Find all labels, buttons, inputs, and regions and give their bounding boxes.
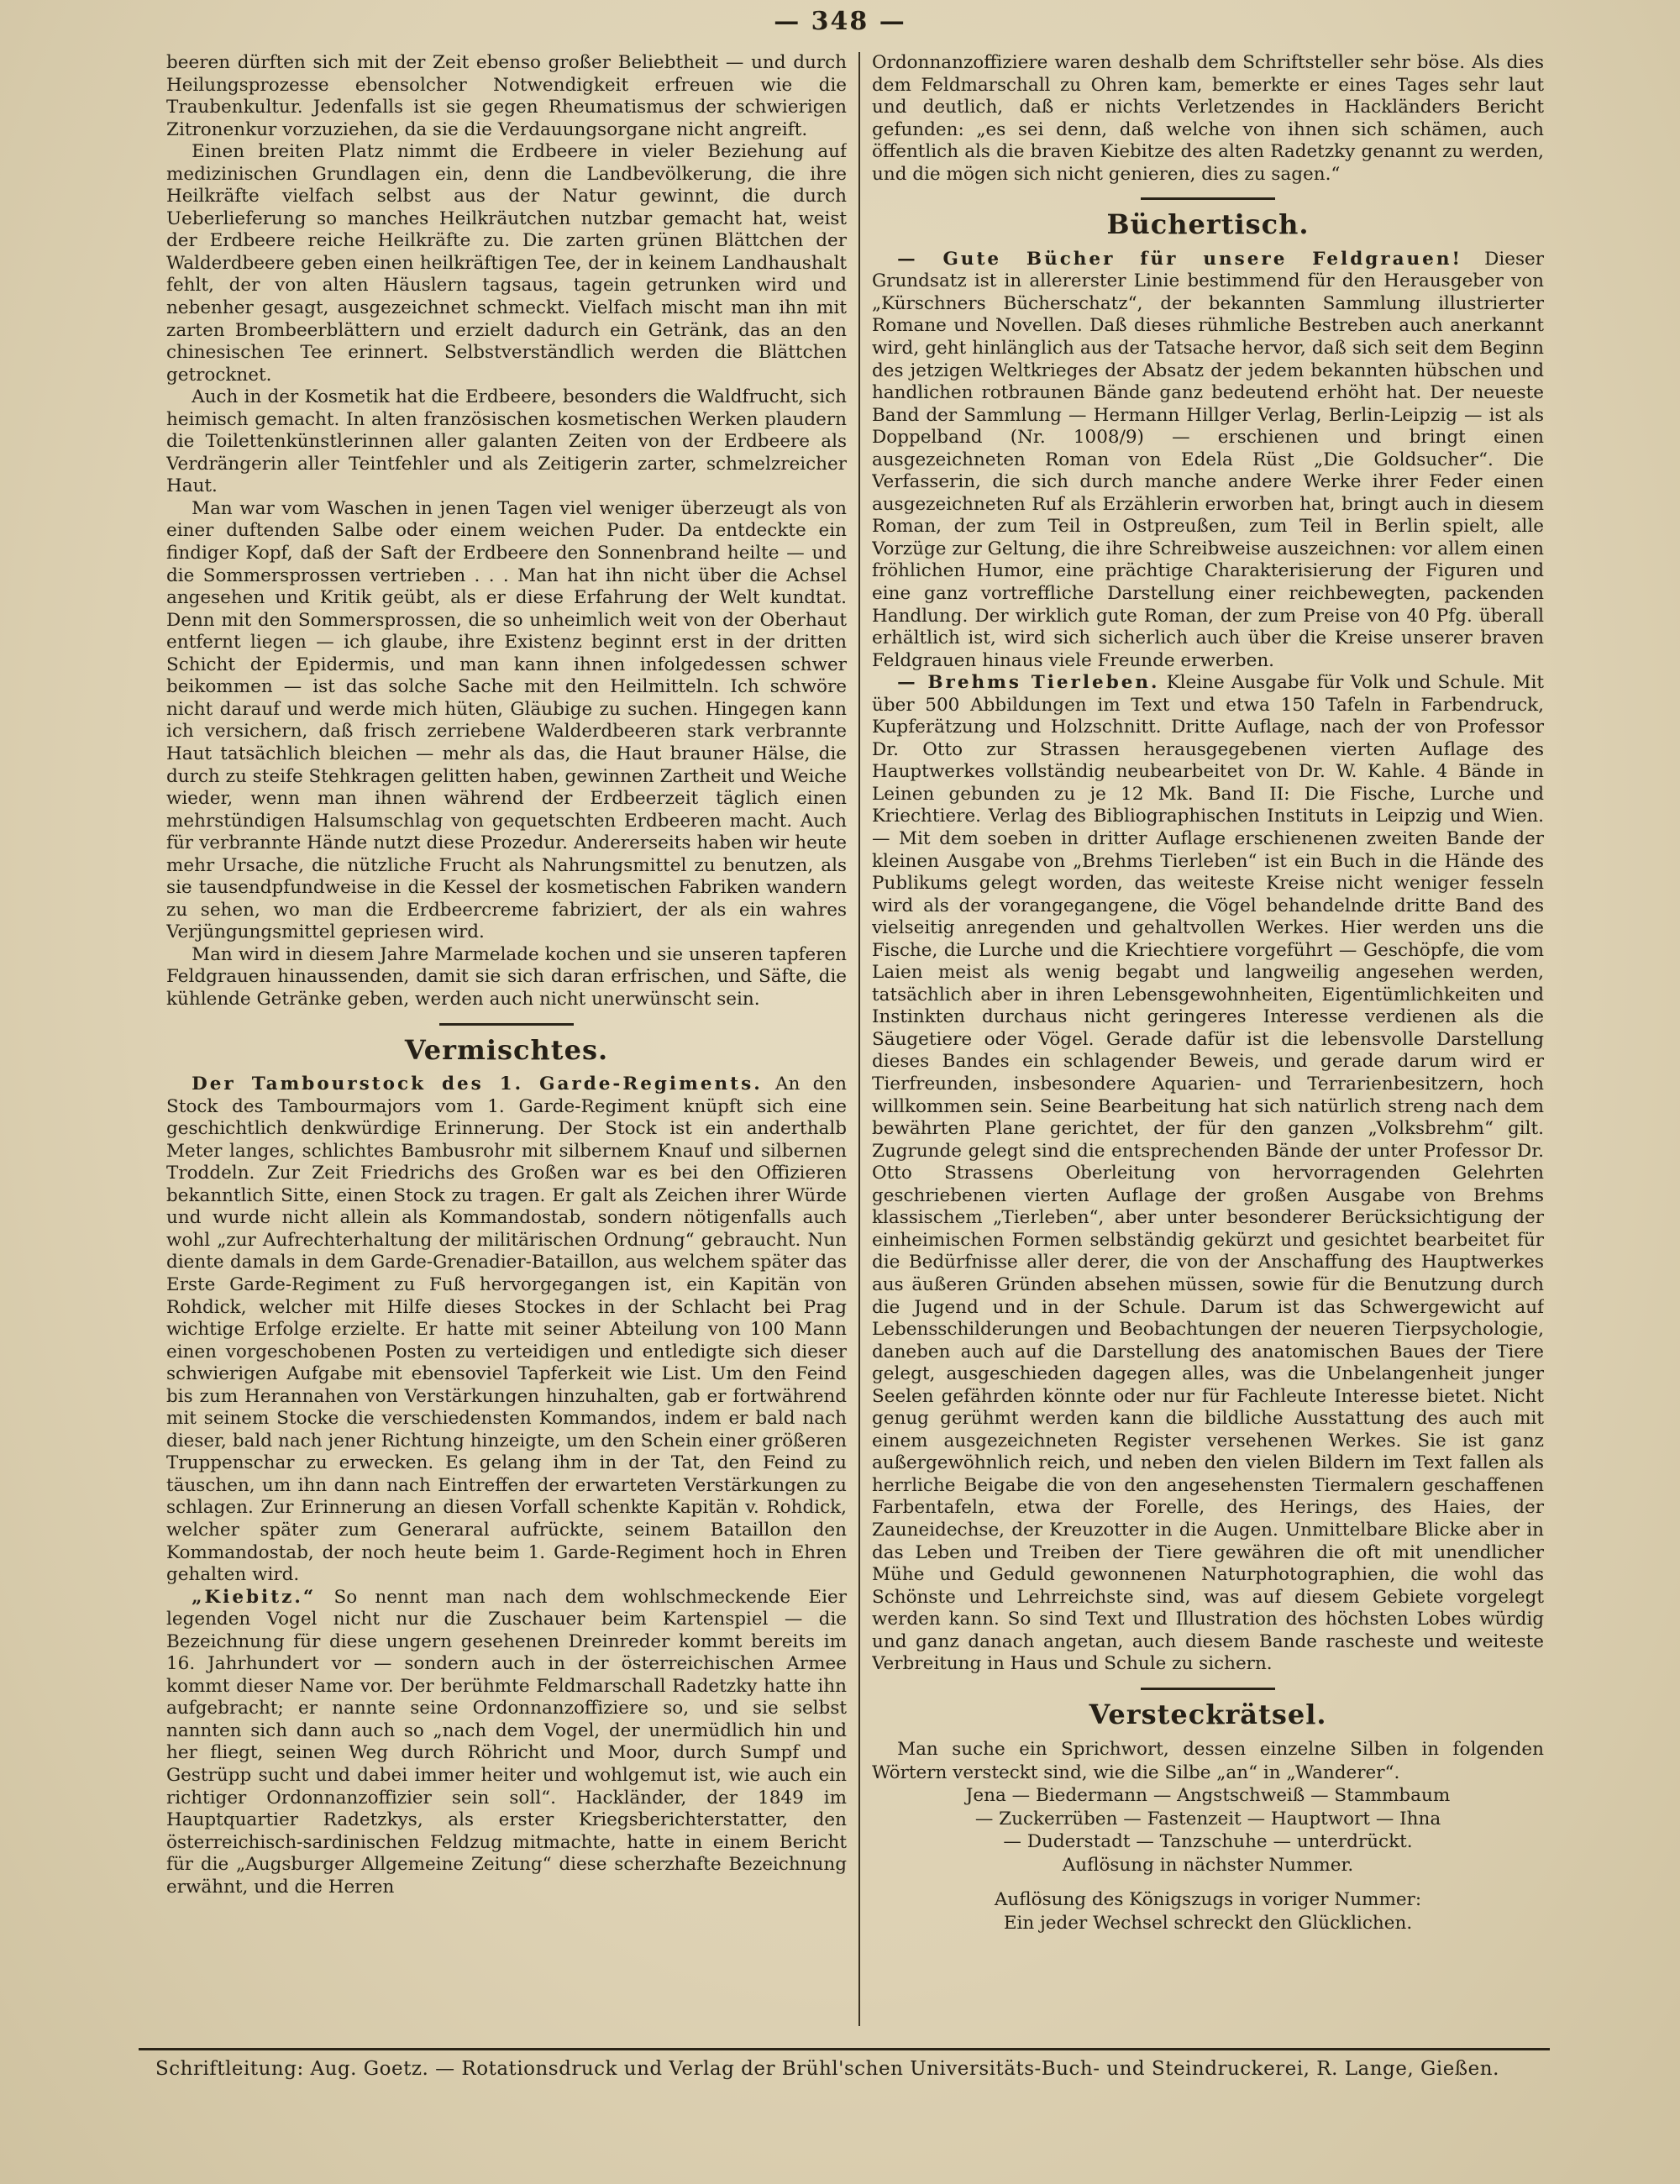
footer-divider — [139, 2048, 1550, 2050]
article-body: An den Stock des Tambourmajors vom 1. Garde-Regiment knüpft sich eine geschichtlich denkwürdige Erinnerung. Der Stock ist ein anderthalb Meter langes, schlichtes Bambusrohr mit silbernem Knauf und silbernen Troddeln. Zur Zeit Friedrichs des Großen war es bei den Offizieren bekanntlich Sitte, einen Stock zu tragen. Er galt als Zeichen ihrer Würde und wurde nicht allein als Kommandostab, sondern nötigenfalls auch wohl „zur Aufrechterhaltung der militärischen Ordnung“ gebraucht. Nun diente damals in dem Garde-Grenadier-Bataillon, aus welchem später das Erste Garde-Regiment zu Fuß hervorgegangen ist, ein Kapitän von Rohdick, welcher mit Hilfe dieses Stockes in der Schlacht bei Prag wichtige Erfolge erzielte. Er hatte mit seiner Abteilung von 100 Mann einen vorgeschobenen Posten zu verteidigen und entledigte sich dieser schwierigen Aufgabe mit ebensoviel Tapferkeit wie List. Um den Feind bis zum Herannahen von Verstärkungen hinzuhalten, gab er fortwährend mit seinem Stocke die verschiedensten Kommandos, indem er bald nach dieser, bald nach jener Richtung hinzeigte, um den Schein einer größeren Truppenschar zu erwecken. Es gelang ihm in der Tat, den Feind zu täuschen, um ihn dann nach Eintreffen der erwarteten Verstärkungen zu schlagen. Zur Erinnerung an diesen Vorfall schenkte Kapitän v. Rohdick, welcher später zum Generaral aufrückte, seinem Bataillon den Kommandostab, der noch heute beim 1. Garde-Regiment hoch in Ehren gehalten wird. — [166, 1074, 847, 1586]
section-divider — [1141, 197, 1275, 200]
paragraph: Man war vom Waschen in jenen Tagen viel weniger überzeugt als von einer duftenden Salbe oder einem weichen Puder. Da entdeckte ein findiger Kopf, daß der Saft der Erdbeere den Sonnenbrand heilte — und die Sommersprossen vertrieben . . . Man hat ihn nicht über die Achsel angesehen und Kritik geübt, als er diese Erfahrung der Welt kundtat. Denn mit den Sommersprossen, die so unheimlich weit von der Oberhaut entfernt liegen — ich glaube, ihre Existenz beginnt erst in der dritten Schicht der Epidermis, und man kann ihnen infolgedessen schwer beikommen — ist das solche Sache mit den Heilmitteln. Ich schwöre nicht darauf und werde mich hüten, Gläubige zu suchen. Hingegen kann ich versichern, daß frisch zerriebene Walderdbeeren stark verbrannte Haut tatsächlich bleichen — mehr als das, die Haut brauner Hälse, die durch zu steife Stehkragen gelitten haben, gewinnen Zartheit und Weiche wieder, wenn man ihnen während der Erdbeerzeit täglich einen mehrstündigen Halsumschlag von gequetschten Erdbeeren macht. Auch für verbrannte Hände nutzt diese Prozedur. Andererseits haben wir heute mehr Ursache, die nützliche Frucht als Nahrungsmittel zu benutzen, als sie tausendpfundweise in die Kessel der kosmetischen Fabriken wandern zu sehen, wo man die Erdbeercreme fabriziert, der als ein wahres Verjüngungsmittel gepriesen wird. — [166, 497, 847, 943]
book-review-brehm — [872, 672, 1544, 1676]
left-column — [166, 52, 847, 2034]
imprint-footer: Schriftleitung: Aug. Goetz. — Rotationsdruck und Verlag der Brühl'schen Universitäts-Buch- und Steindruckerei, R. Lange, Gießen. — [155, 2058, 1499, 2080]
paragraph: Einen breiten Platz nimmt die Erdbeere in vieler Beziehung auf medizinischen Grundlagen ein, denn die Landbevölkerung, die ihre Heilkräfte vielfach selbst aus der Natur gewinnt, die durch Ueberlieferung so manches Heilkräutchen nutzbar gemacht hat, weist der Erdbeere reiche Heilkräfte zu. Die zarten grünen Blättchen der Walderdbeere geben einen heilkräftigen Tee, der in keinem Landhaushalt fehlt, der von alten Häuslern tagsaus, tagein getrunken wird und nebenher gesagt, ausgezeichnet schmeckt. Vielfach mischt man ihn mit zarten Brombeerblättern und erzielt dadurch ein Getränk, das an den chinesischen Tee erinnert. Selbstverständlich werden die Blättchen getrocknet. — [166, 141, 847, 386]
column-divider — [858, 52, 860, 2026]
right-column — [872, 52, 1544, 2034]
page-number: — 348 — — [774, 7, 906, 36]
article-kiebitz-tambourstock — [166, 1074, 847, 1587]
article-title: Der Tambourstock des 1. Garde-Regiments. — [192, 1074, 763, 1095]
riddle-line: Auflösung in nächster Nummer. — [1062, 1854, 1354, 1876]
article-kiebitz — [166, 1587, 847, 1899]
section-heading-vermischtes: Vermischtes. — [404, 1033, 609, 1066]
review-title: — Brehms Tierleben. — [897, 672, 1160, 694]
section-heading-versteckraetsel: Versteckrätsel. — [1089, 1698, 1327, 1730]
review-body: Kleine Ausgabe für Volk und Schule. Mit über 500 Abbildungen im Text und etwa 150 Tafeln in Farbendruck, Kupferätzung und Holzschnitt. Dritte Auflage, nach der von Professor Dr. Otto zur Strassen herausgegebenen vierten Auflage des Hauptwerkes vollständig neubearbeitet von Dr. W. Kahle. 4 Bände in Leinen gebunden zu je 12 Mk. Band II: Die Fische, Lurche und Kriechtiere. Verlag des Bibliographischen Instituts in Leipzig und Wien. — Mit dem soeben in dritter Auflage erschienenen zweiten Bande der kleinen Ausgabe von „Brehms Tierleben“ ist ein Buch in die Hände des Publikums gelegt worden, das weiteste Kreise nicht weniger fesseln wird als der vorangegangene, die Vögel behandelnde dritte Band des vielseitig anregenden und gehaltvollen Werkes. Hier werden uns die Fische, die Lurche und die Kriechtiere vorgeführt — Geschöpfe, die vom Laien meist als wenig begabt und langweilig angesehen werden, tatsächlich aber in ihren Lebensgewohnheiten, Eigentümlichkeiten und Instinkten durchaus nicht geringeres Interesse verdienen als die Säugetiere oder Vögel. Gerade dafür ist die lebensvolle Darstellung dieses Bandes ein schlagender Beweis, und gerade darum wird er Tierfreunden, insbesondere Aquarien- und Terrarienbesitzern, hoch willkommen sein. Seine Bearbeitung hat sich natürlich streng nach dem bewährten Plane gerichtet, der für den ganzen „Volksbrehm“ gilt. Zugrunde gelegt sind die entsprechenden Bände der unter Professor Dr. Otto Strassens Oberleitung von hervorragenden Gelehrten geschriebenen vierten Auflage der großen Ausgabe von Brehms klassischem „Tierleben“, aber unter besonderer Berücksichtigung der einheimischen Formen selbständig gekürzt und gesichtet bearbeitet für die Bedürfnisse aller derer, die von der Anschaffung des Hauptwerkes aus äußeren Gründen absehen müssen, sowie für die Benutzung durch die Jugend und in der Schule. Darum ist das Schwergewicht auf Lebensschilderungen und Beobachtungen der neueren Tierpsychologie, daneben auch auf die Darstellung des anatomischen Baues der Tiere gelegt, ausgeschieden dagegen alles, was die Unbelangenheit junger Seelen gefährden könnte oder nur für Fachleute Interesse bietet. Nicht genug gerühmt werden kann die bildliche Ausstattung des auch mit einem ausgezeichneten Register versehenen Werkes. Sie ist ganz außergewöhnlich reich, und neben den vielen Bildern im Text fallen als herrliche Beigabe die von den angesehensten Tiermalern geschaffenen Farbentafeln, etwa der Forelle, des Herings, des Haies, der Zauneidechse, der Kreuzotter in die Augen. Unmittelbare Blicke aber in das Leben und Treiben der Tiere gewähren die oft mit unendlicher Mühe und Geduld gewonnenen Naturphotographien, die wohl das Schönste und Lehrreichste sind, was auf diesem Gebiete vorgelegt werden kann. So sind Text und Illustration des höchsten Lobes würdig und ganz danach angetan, auch diesem Bande rascheste und weiteste Verbreitung in Haus und Schule zu sichern. — [872, 672, 1544, 1675]
riddle-line: — Zuckerrüben — Fastenzeit — Hauptwort — Ihna — [974, 1808, 1441, 1830]
section-heading-buechertisch: Büchertisch. — [1106, 208, 1310, 241]
riddle-line: — Duderstadt — Tanzschuhe — unterdrückt. — [1003, 1831, 1413, 1853]
section-divider — [439, 1023, 574, 1026]
solution-title: Auflösung des Königszugs in voriger Nummer: — [994, 1889, 1422, 1911]
paragraph: Auch in der Kosmetik hat die Erdbeere, besonders die Waldfrucht, sich heimisch gemacht. In alten französischen kosmetischen Werken plaudern die Toilettenkünstlerinnen aller galanten Zeiten von der Erdbeere als Verdrängerin aller Teintfehler und als Zeitigerin zarter, schmelzreicher Haut. — [166, 386, 847, 497]
review-title: — Gute Bücher für unsere Feldgrauen! — [897, 248, 1462, 270]
article-title: „Kiebitz.“ — [192, 1586, 317, 1608]
paragraph: Man wird in diesem Jahre Marmelade kochen und sie unseren tapferen Feldgrauen hinaussenden, damit sie sich daran erfrischen, und Säfte, die kühlende Getränke geben, werden auch nicht unerwünscht sein. — [166, 943, 847, 1010]
review-body: Dieser Grundsatz ist in allererster Linie bestimmend für den Herausgeber von „Kürschners Bücherschatz“, der bekannten Sammlung illustrierter Romane und Novellen. Daß dieses rühmliche Bestreben auch anerkannt wird, geht hinlänglich aus der Tatsache hervor, daß sich seit dem Beginn des jetzigen Weltkrieges der Absatz der jedem bekannten hübschen und handlichen rotbraunen Bände ganz bedeutend erhöht hat. Der neueste Band der Sammlung — Hermann Hillger Verlag, Berlin-Leipzig — ist als Doppelband (Nr. 1008/9) — erschienen und bringt einen ausgezeichneten Roman von Edela Rüst „Die Goldsucher“. Die Verfasserin, die sich durch manche andere Werke ihrer Feder einen ausgezeichneten Ruf als Erzählerin erworben hat, bringt auch in diesem Roman, der zum Teil in Ostpreußen, zum Teil in Berlin spielt, alle Vorzüge zur Geltung, die ihre Schreibweise auszeichnen: vor allem einen fröhlichen Humor, eine prächtige Charakterisierung der Figuren und eine ganz vortreffliche Darstellung einer reichbewegten, packenden Handlung. Der wirklich gute Roman, der zum Preise von 40 Pfg. überall erhältlich ist, wird sich sicherlich auch über die Kreise unserer braven Feldgrauen hinaus viele Freunde erwerben. — [872, 248, 1544, 671]
riddle-line: Jena — Biedermann — Angstschweiß — Stammbaum — [965, 1785, 1451, 1807]
section-divider — [1141, 1688, 1275, 1690]
article-body: So nennt man nach dem wohlschmeckende Eier legenden Vogel nicht nur die Zuschauer beim Kartenspiel — die Bezeichnung für diese ungern gesehenen Dreinreder kommt bereits im 16. Jahrhundert vor — sondern auch in der österreichischen Armee kommt dieser Name vor. Der berühmte Feldmarschall Radetzky hatte ihn aufgebracht; er nannte seine Ordonnanzoffiziere so, und sie selbst nannten sich dann auch so „nach dem Vogel, der unermüdlich hin und her fliegt, seinen Weg durch Röhricht und Moor, durch Sumpf und Gestrüpp sucht und dabei immer heiter und wohlgemut ist, wie auch ein richtiger Ordonnanzoffizier sein soll“. Hackländer, der 1849 im Hauptquartier Radetzkys, als erster Kriegsberichterstatter, den österreichisch-sardinischen Feldzug mitmachte, hatte in einem Bericht für die „Augsburger Allgemeine Zeitung“ diese scherzhafte Bezeichnung erwähnt, und die Herren — [166, 1586, 847, 1898]
book-review-kuerschner — [872, 249, 1544, 672]
paragraph: beeren dürften sich mit der Zeit ebenso großer Beliebtheit — und durch Heilungsprozesse ebensolcher Notwendigkeit erfreuen wie die Traubenkultur. Jedenfalls ist sie gegen Rheumatismus der schwierigen Zitronenkur vorzuziehen, da sie die Verdauungsorgane nicht angreift. — [166, 52, 847, 140]
solution-text: Ein jeder Wechsel schreckt den Glücklichen. — [1003, 1912, 1413, 1934]
riddle-block — [872, 1738, 1544, 1935]
paragraph: Ordonnanzoffiziere waren deshalb dem Schriftsteller sehr böse. Als dies dem Feldmarschall zu Ohren kam, bemerkte er eines Tages sehr laut und deutlich, daß er nichts Verletzendes in Hackländers Bericht gefunden: „es sei denn, daß welche von ihnen sich schämen, auch öffentlich als die braven Kiebitze des alten Radetzky genannt zu werden, und die mögen sich nicht genieren, dies zu sagen.“ — [872, 52, 1544, 185]
riddle-intro: Man suche ein Sprichwort, dessen einzelne Silben in folgenden Wörtern versteckt sind, wie die Silbe „an“ in „Wanderer“. — [872, 1739, 1544, 1783]
